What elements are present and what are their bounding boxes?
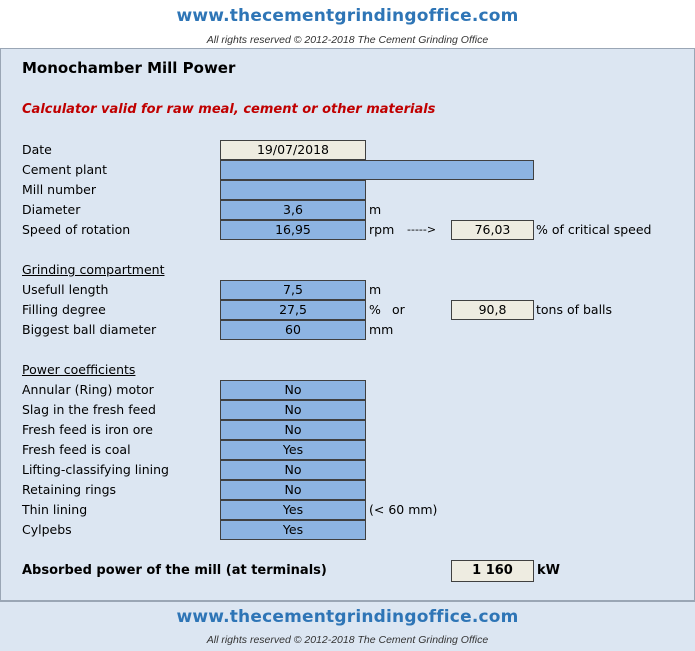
speed-unit: rpm xyxy=(369,222,395,237)
site-url[interactable]: www.thecementgrindingoffice.com xyxy=(176,6,519,26)
date-field[interactable]: 19/07/2018 xyxy=(220,140,366,160)
page-title: Monochamber Mill Power xyxy=(22,59,236,77)
length-field[interactable]: 7,5 xyxy=(220,280,366,300)
coef-select-slag[interactable]: No xyxy=(220,400,366,420)
thin-lining-note: (< 60 mm) xyxy=(369,502,438,517)
coef-select-cylpebs[interactable]: Yes xyxy=(220,520,366,540)
or-text: or xyxy=(392,302,405,317)
ball-diameter-label: Biggest ball diameter xyxy=(22,322,157,337)
diameter-label: Diameter xyxy=(22,202,81,217)
filling-unit: % xyxy=(369,302,381,317)
page-header xyxy=(0,0,695,48)
coef-label-iron-ore: Fresh feed is iron ore xyxy=(22,422,153,437)
balls-tonnage-unit: tons of balls xyxy=(536,302,613,317)
speed-field[interactable]: 16,95 xyxy=(220,220,366,240)
filling-field[interactable]: 27,5 xyxy=(220,300,366,320)
filling-label: Filling degree xyxy=(22,302,106,317)
mill-number-field[interactable] xyxy=(220,180,366,200)
coef-select-thin-lining[interactable]: Yes xyxy=(220,500,366,520)
diameter-unit: m xyxy=(369,202,382,217)
length-unit: m xyxy=(369,282,382,297)
coef-select-coal[interactable]: Yes xyxy=(220,440,366,460)
absorbed-power-value: 1 160 xyxy=(451,560,534,582)
speed-label: Speed of rotation xyxy=(22,222,131,237)
coef-select-annular-motor[interactable]: No xyxy=(220,380,366,400)
coef-label-retaining-rings: Retaining rings xyxy=(22,482,117,497)
diameter-field[interactable]: 3,6 xyxy=(220,200,366,220)
footer-copyright-text: All rights reserved © 2012-2018 The Cement Grinding Office xyxy=(206,634,489,646)
ball-diameter-unit: mm xyxy=(369,322,394,337)
coef-label-slag: Slag in the fresh feed xyxy=(22,402,156,417)
calculator-subtitle: Calculator valid for raw meal, cement or other materials xyxy=(22,102,436,117)
coef-label-annular-motor: Annular (Ring) motor xyxy=(22,382,154,397)
ball-diameter-field[interactable]: 60 xyxy=(220,320,366,340)
cement-plant-label: Cement plant xyxy=(22,162,107,177)
coef-label-thin-lining: Thin lining xyxy=(22,502,88,517)
absorbed-power-label: Absorbed power of the mill (at terminals) xyxy=(22,563,327,578)
date-label: Date xyxy=(22,142,52,157)
mill-number-label: Mill number xyxy=(22,182,96,197)
grinding-heading: Grinding compartment xyxy=(22,262,165,277)
page-footer xyxy=(0,601,695,651)
copyright-text: All rights reserved © 2012-2018 The Cement Grinding Office xyxy=(206,34,489,46)
balls-tonnage-value: 90,8 xyxy=(451,300,534,320)
coef-select-retaining-rings[interactable]: No xyxy=(220,480,366,500)
coef-label-cylpebs: Cylpebs xyxy=(22,522,72,537)
critical-speed-value: 76,03 xyxy=(451,220,534,240)
cement-plant-field[interactable] xyxy=(220,160,534,180)
coef-label-lifting-lining: Lifting-classifying lining xyxy=(22,462,169,477)
arrow-text: -----> xyxy=(407,223,437,236)
absorbed-power-unit: kW xyxy=(537,563,560,578)
coef-select-iron-ore[interactable]: No xyxy=(220,420,366,440)
coef-select-lifting-lining[interactable]: No xyxy=(220,460,366,480)
coef-label-coal: Fresh feed is coal xyxy=(22,442,131,457)
critical-speed-unit: % of critical speed xyxy=(536,222,652,237)
length-label: Usefull length xyxy=(22,282,109,297)
power-heading: Power coefficients xyxy=(22,362,136,377)
footer-site-url[interactable]: www.thecementgrindingoffice.com xyxy=(176,607,519,627)
